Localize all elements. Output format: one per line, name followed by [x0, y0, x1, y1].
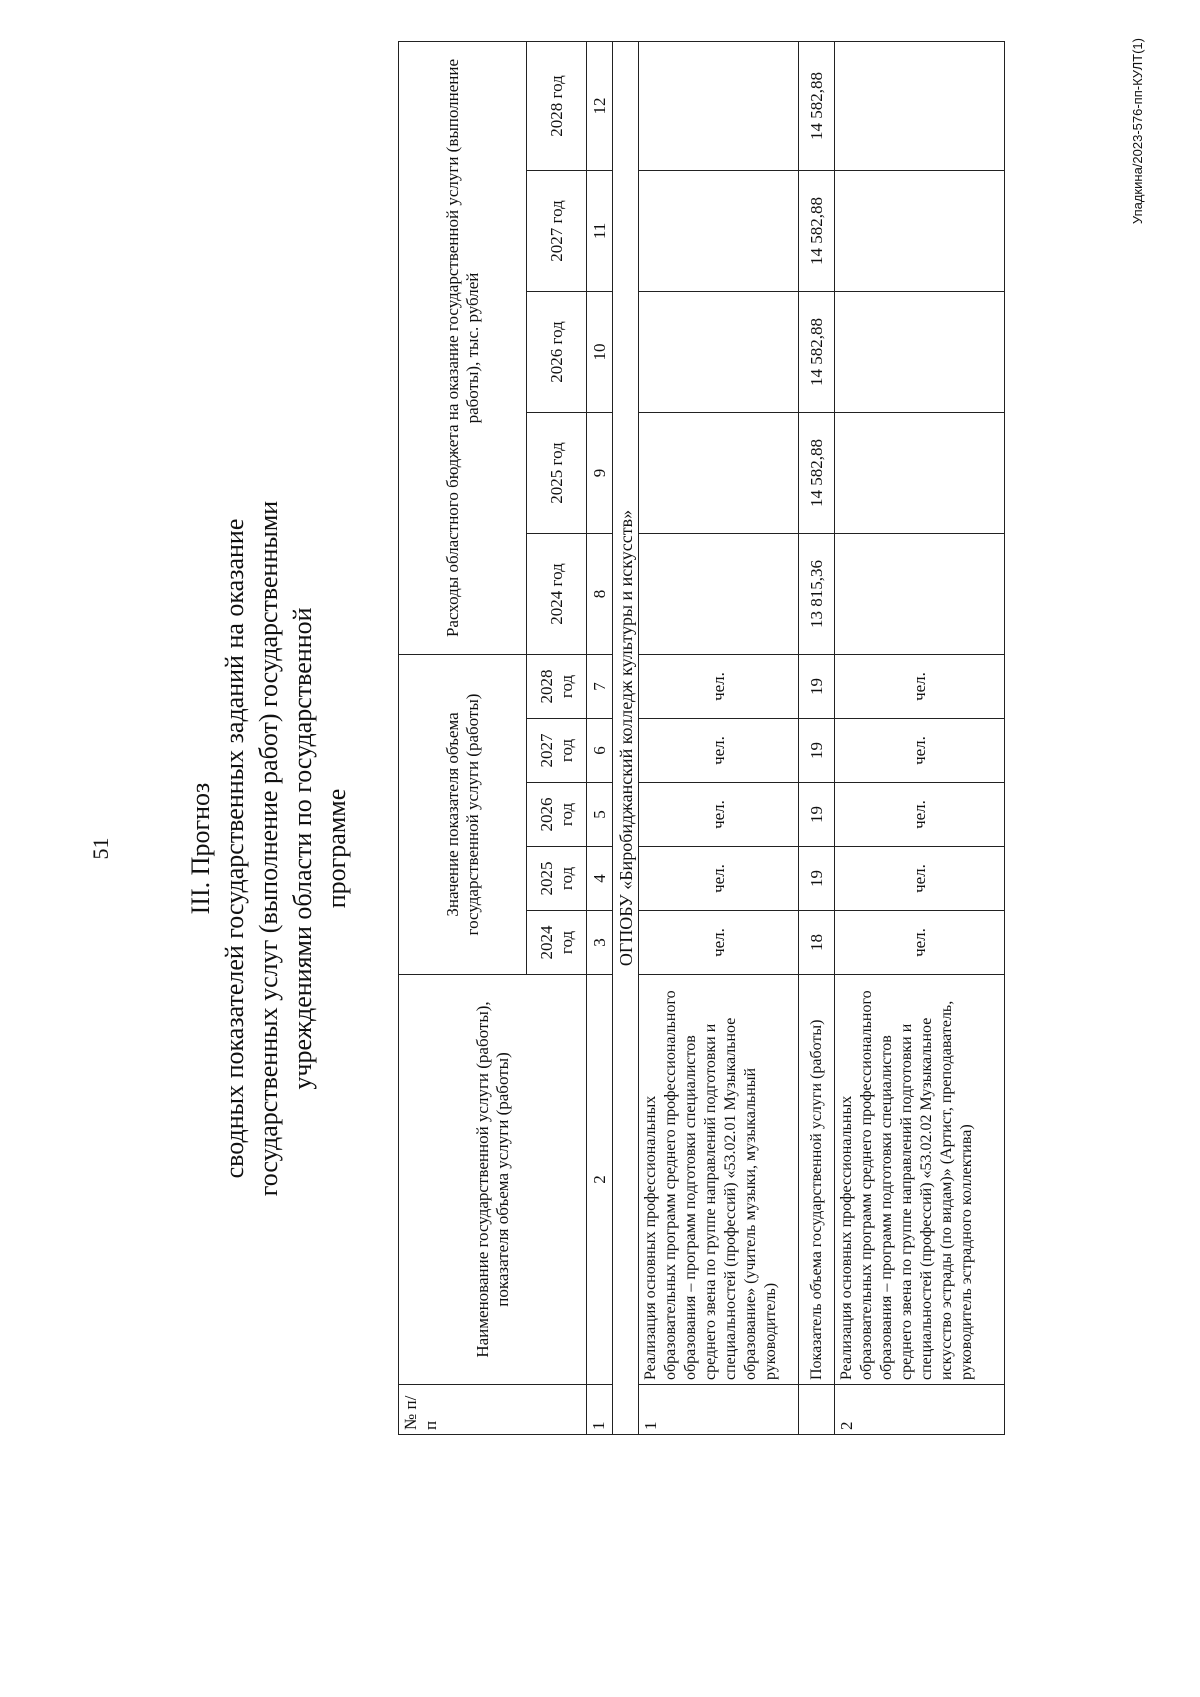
volume-cell: чел. [835, 847, 1005, 911]
volume-cell: чел. [639, 654, 799, 718]
expense-year: 2024 год [527, 533, 587, 654]
expense-cell [835, 412, 1005, 533]
volume-cell: чел. [639, 719, 799, 783]
volume-cell: чел. [835, 719, 1005, 783]
title-line-3: государственных услуг (выполнение работ) государственными [254, 500, 283, 1197]
expense-cell [639, 412, 799, 533]
col-number: 12 [587, 41, 613, 170]
expense-cell [639, 41, 799, 170]
header-num: № п/п [399, 1385, 587, 1435]
col-number: 9 [587, 412, 613, 533]
org-name: ОГПОБУ «Биробиджанский колледж культуры и искусств» [613, 41, 639, 1434]
volume-year: 2026 год [527, 783, 587, 847]
row-num: 2 [835, 1385, 1005, 1435]
row-num: 1 [639, 1385, 799, 1435]
document-footer-code: Упадкина/2023-576-пп-КУЛТ(1) [1130, 38, 1145, 225]
volume-year: 2028 год [527, 654, 587, 718]
col-number: 4 [587, 847, 613, 911]
expense-year: 2028 год [527, 41, 587, 170]
header-volume: Значение показателя объема государственной услуги (работы) [399, 654, 527, 974]
volume-year: 2027 год [527, 719, 587, 783]
expense-cell [835, 170, 1005, 291]
volume-cell: чел. [639, 847, 799, 911]
expense-cell [835, 291, 1005, 412]
header-expense: Расходы областного бюджета на оказание государственной услуги (выполнение работы), тыс. рублей [399, 41, 527, 654]
header-row-1 [399, 41, 527, 1434]
title-line-2: сводных показателей государственных заданий на оказание [220, 518, 249, 1179]
col-number: 8 [587, 533, 613, 654]
expense-year: 2026 год [527, 291, 587, 412]
expense-cell: 14 582,88 [799, 41, 835, 170]
expense-year: 2027 год [527, 170, 587, 291]
org-row [613, 41, 639, 1434]
volume-cell: 19 [799, 783, 835, 847]
column-number-row [587, 41, 613, 1434]
expense-cell [835, 533, 1005, 654]
expense-cell: 14 582,88 [799, 291, 835, 412]
col-number: 2 [587, 975, 613, 1385]
volume-cell: 19 [799, 847, 835, 911]
header-name: Наименование государственной услуги (работы), показателя объема услуги (работы) [399, 975, 587, 1385]
volume-year: 2025 год [527, 847, 587, 911]
volume-cell: чел. [639, 783, 799, 847]
table-row [835, 41, 1005, 1434]
expense-cell: 13 815,36 [799, 533, 835, 654]
expense-year: 2025 год [527, 412, 587, 533]
service-name: Реализация основных профессиональных образовательных программ среднего профессионального образования – программ подготовки специалистов среднего звена по группе направлений подготовки и специальностей (профессий) «53.02.01 Музыкальное образование» (учитель музыки, музыкальный руководитель) [639, 975, 799, 1385]
expense-cell: 14 582,88 [799, 412, 835, 533]
volume-cell: чел. [835, 911, 1005, 975]
service-name: Реализация основных профессиональных образовательных программ среднего профессионального образования – программ подготовки специалистов среднего звена по группе направлений подготовки и специальностей (профессий) «53.02.02 Музыкальное искусство эстрады (по видам)» (Артист, преподаватель, руководитель эстрадного коллектива) [835, 975, 1005, 1385]
volume-cell: чел. [639, 911, 799, 975]
expense-cell [639, 170, 799, 291]
volume-cell: чел. [835, 654, 1005, 718]
volume-cell: 19 [799, 654, 835, 718]
forecast-table [398, 41, 1005, 1435]
volume-cell: 19 [799, 719, 835, 783]
col-number: 3 [587, 911, 613, 975]
indicator-name: Показатель объема государственной услуги (работы) [799, 975, 835, 1385]
table-row [799, 41, 835, 1434]
expense-cell [835, 41, 1005, 170]
col-number: 1 [587, 1385, 613, 1435]
col-number: 7 [587, 654, 613, 718]
volume-cell: 18 [799, 911, 835, 975]
document-title [184, 0, 354, 1697]
expense-cell [639, 291, 799, 412]
expense-cell [639, 533, 799, 654]
col-number: 6 [587, 719, 613, 783]
title-line-5: программе [322, 788, 351, 909]
title-line-1: III. Прогноз [186, 782, 215, 915]
page-number: 51 [88, 837, 113, 860]
table-row [639, 41, 799, 1434]
expense-cell: 14 582,88 [799, 170, 835, 291]
volume-year: 2024 год [527, 911, 587, 975]
col-number: 11 [587, 170, 613, 291]
col-number: 5 [587, 783, 613, 847]
title-line-4: учреждениями области по государственной [288, 607, 317, 1090]
col-number: 10 [587, 291, 613, 412]
row-num [799, 1385, 835, 1435]
volume-cell: чел. [835, 783, 1005, 847]
